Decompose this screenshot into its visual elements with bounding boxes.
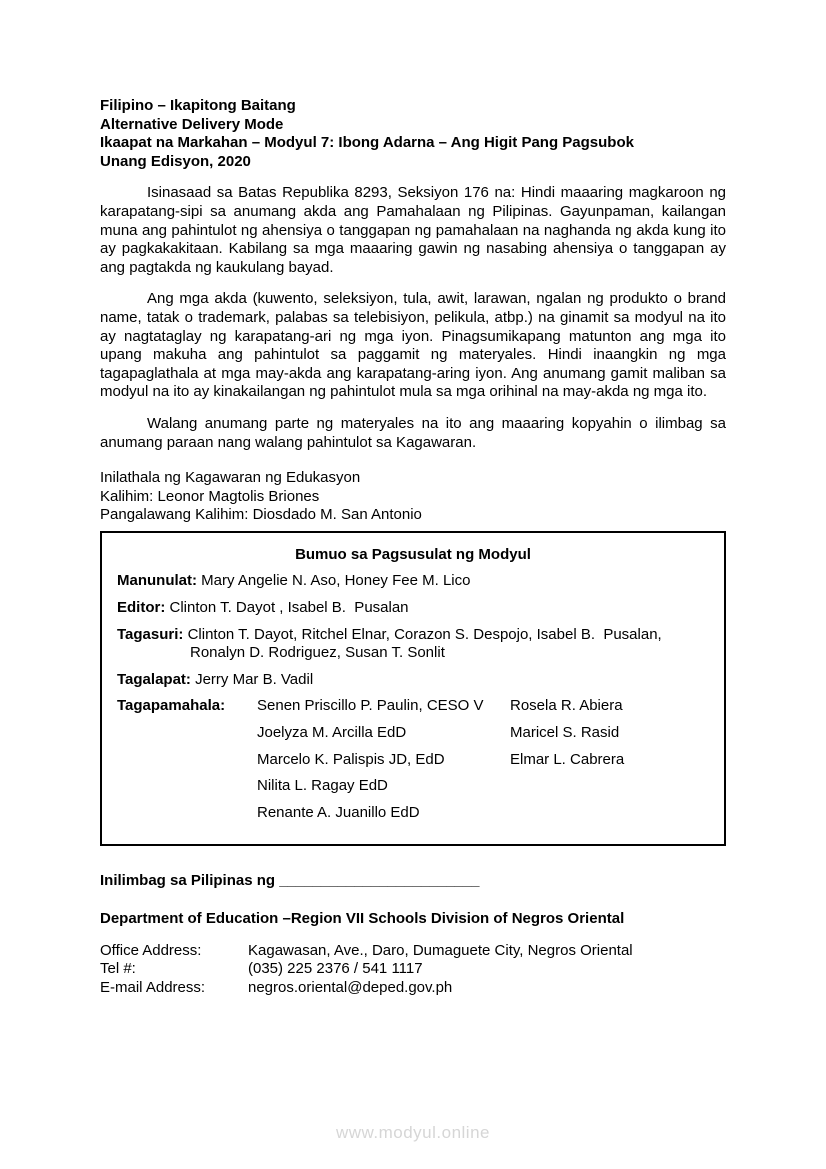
management-name xyxy=(510,804,709,823)
secretary-line: Kalihim: Leonor Magtolis Briones xyxy=(100,487,320,505)
reviewers-names-2: Ronalyn D. Rodriguez, Susan T. Sonlit xyxy=(190,644,445,662)
publisher-line: Inilathala ng Kagawaran ng Edukasyon xyxy=(100,469,361,487)
publisher-block xyxy=(100,469,726,525)
management-row xyxy=(117,751,709,770)
management-row xyxy=(117,724,709,743)
editor-label: Editor: xyxy=(117,599,166,617)
box-row-reviewers xyxy=(117,626,709,663)
box-row-writers xyxy=(117,572,709,591)
header-edition: Unang Edisyon, 2020 xyxy=(100,152,251,170)
printed-by-blank-line: ________________________ xyxy=(279,872,480,890)
management-name: Nilita L. Ragay EdD xyxy=(257,777,388,795)
editor-names: Clinton T. Dayot , Isabel B. Pusalan xyxy=(169,599,409,617)
header-subject-grade: Filipino – Ikapitong Baitang xyxy=(100,97,296,114)
management-label-spacer xyxy=(117,777,257,796)
management-name: Marcelo K. Palispis JD, EdD xyxy=(257,750,445,768)
copyright-paragraph-1: Isinasaad sa Batas Republika 8293, Seksiyon 176 na: Hindi maaaring magkaroon ng karapatang-sipi sa anumang akda ang Pamahalaan ng Pilipinas. Gayunpaman, kailangan muna ang pahintulot ng ahensiya o tanggapan ng pamahalaan na naghanda ng akda kung ito ay pagkakakitaan. Kabilang sa mga maaaring gawin ng nasabing ahensiya o tanggapan ay ang pagtakda ng kaukulang bayad. xyxy=(100,184,726,276)
telephone-label: Tel #: xyxy=(100,960,136,978)
management-row xyxy=(117,697,709,716)
module-header xyxy=(100,97,726,171)
management-row xyxy=(117,804,709,823)
management-name: Renante A. Juanillo EdD xyxy=(257,803,420,821)
email-label: E-mail Address: xyxy=(100,978,206,996)
copyright-paragraph-2: Ang mga akda (kuwento, seleksiyon, tula, awit, larawan, ngalan ng produkto o brand name, tatak o trademark, palabas sa telebisiyon, pelikula, atbp.) na ginamit sa modyul na ito ay nagtataglay ng karapatang-ari ng mga iyon. Pinagsumikapang matunton ang mga ito upang makuha ang pahintulot sa paggamit ng materyales. Hindi inaangkin ng mga tagapaglathala at mga may-akda ang karapatang-aring iyon. Ang anumang gamit maliban sa modyul na ito ay kinakailangan ng pahintulot mula sa mga orihinal na may-akda ng mga ito. xyxy=(100,290,726,401)
management-name: Joelyza M. Arcilla EdD xyxy=(257,724,407,742)
management-name: Elmar L. Cabrera xyxy=(510,750,625,768)
management-name: Senen Priscillo P. Paulin, CESO V xyxy=(257,697,484,715)
management-row xyxy=(117,777,709,796)
copyright-paragraph-3: Walang anumang parte ng materyales na ito ang maaaring kopyahin o ilimbag sa anumang paraan nang walang pahintulot sa Kagawaran. xyxy=(100,414,726,451)
reviewers-names-1: Clinton T. Dayot, Ritchel Elnar, Corazon S. Despojo, Isabel B. Pusalan, xyxy=(187,625,662,643)
contact-row-office-address xyxy=(100,942,726,961)
management-label-spacer xyxy=(117,751,257,770)
layout-artist-label: Tagalapat: xyxy=(117,670,191,688)
office-address-value: Kagawasan, Ave., Daro, Dumaguete City, Negros Oriental xyxy=(248,941,633,959)
reviewers-line-1 xyxy=(117,626,709,645)
website-watermark: www.modyul.online xyxy=(335,1123,490,1142)
contact-row-telephone xyxy=(100,960,726,979)
contact-block xyxy=(100,942,726,998)
header-delivery-mode: Alternative Delivery Mode xyxy=(100,115,284,133)
division-title: Department of Education –Region VII Schools Division of Negros Oriental xyxy=(100,910,625,927)
printed-by-label: Inilimbag sa Pilipinas ng xyxy=(100,872,276,890)
management-name: Rosela R. Abiera xyxy=(510,697,623,715)
reviewers-label: Tagasuri: xyxy=(117,625,184,643)
box-title: Bumuo sa Pagsusulat ng Modyul xyxy=(295,545,531,563)
management-team xyxy=(117,697,709,822)
undersecretary-line: Pangalawang Kalihim: Diosdado M. San Antonio xyxy=(100,506,422,524)
layout-artist-names: Jerry Mar B. Vadil xyxy=(195,670,314,688)
management-name: Maricel S. Rasid xyxy=(510,724,620,742)
contact-row-email xyxy=(100,979,726,998)
telephone-value: (035) 225 2376 / 541 1117 xyxy=(248,960,423,978)
header-module-title: Ikaapat na Markahan – Modyul 7: Ibong Adarna – Ang Higit Pang Pagsubok xyxy=(100,134,634,152)
printed-by-line xyxy=(100,872,726,891)
email-value: negros.oriental@deped.gov.ph xyxy=(248,978,453,996)
management-label-spacer xyxy=(117,804,257,823)
management-label-spacer xyxy=(117,724,257,743)
management-name xyxy=(510,777,709,796)
office-address-label: Office Address: xyxy=(100,941,202,959)
writers-label: Manunulat: xyxy=(117,572,197,590)
development-team-box xyxy=(100,531,726,847)
box-row-editor xyxy=(117,599,709,618)
box-row-layout-artist xyxy=(117,671,709,690)
writers-names: Mary Angelie N. Aso, Honey Fee M. Lico xyxy=(201,572,471,590)
management-label: Tagapamahala: xyxy=(117,697,226,715)
